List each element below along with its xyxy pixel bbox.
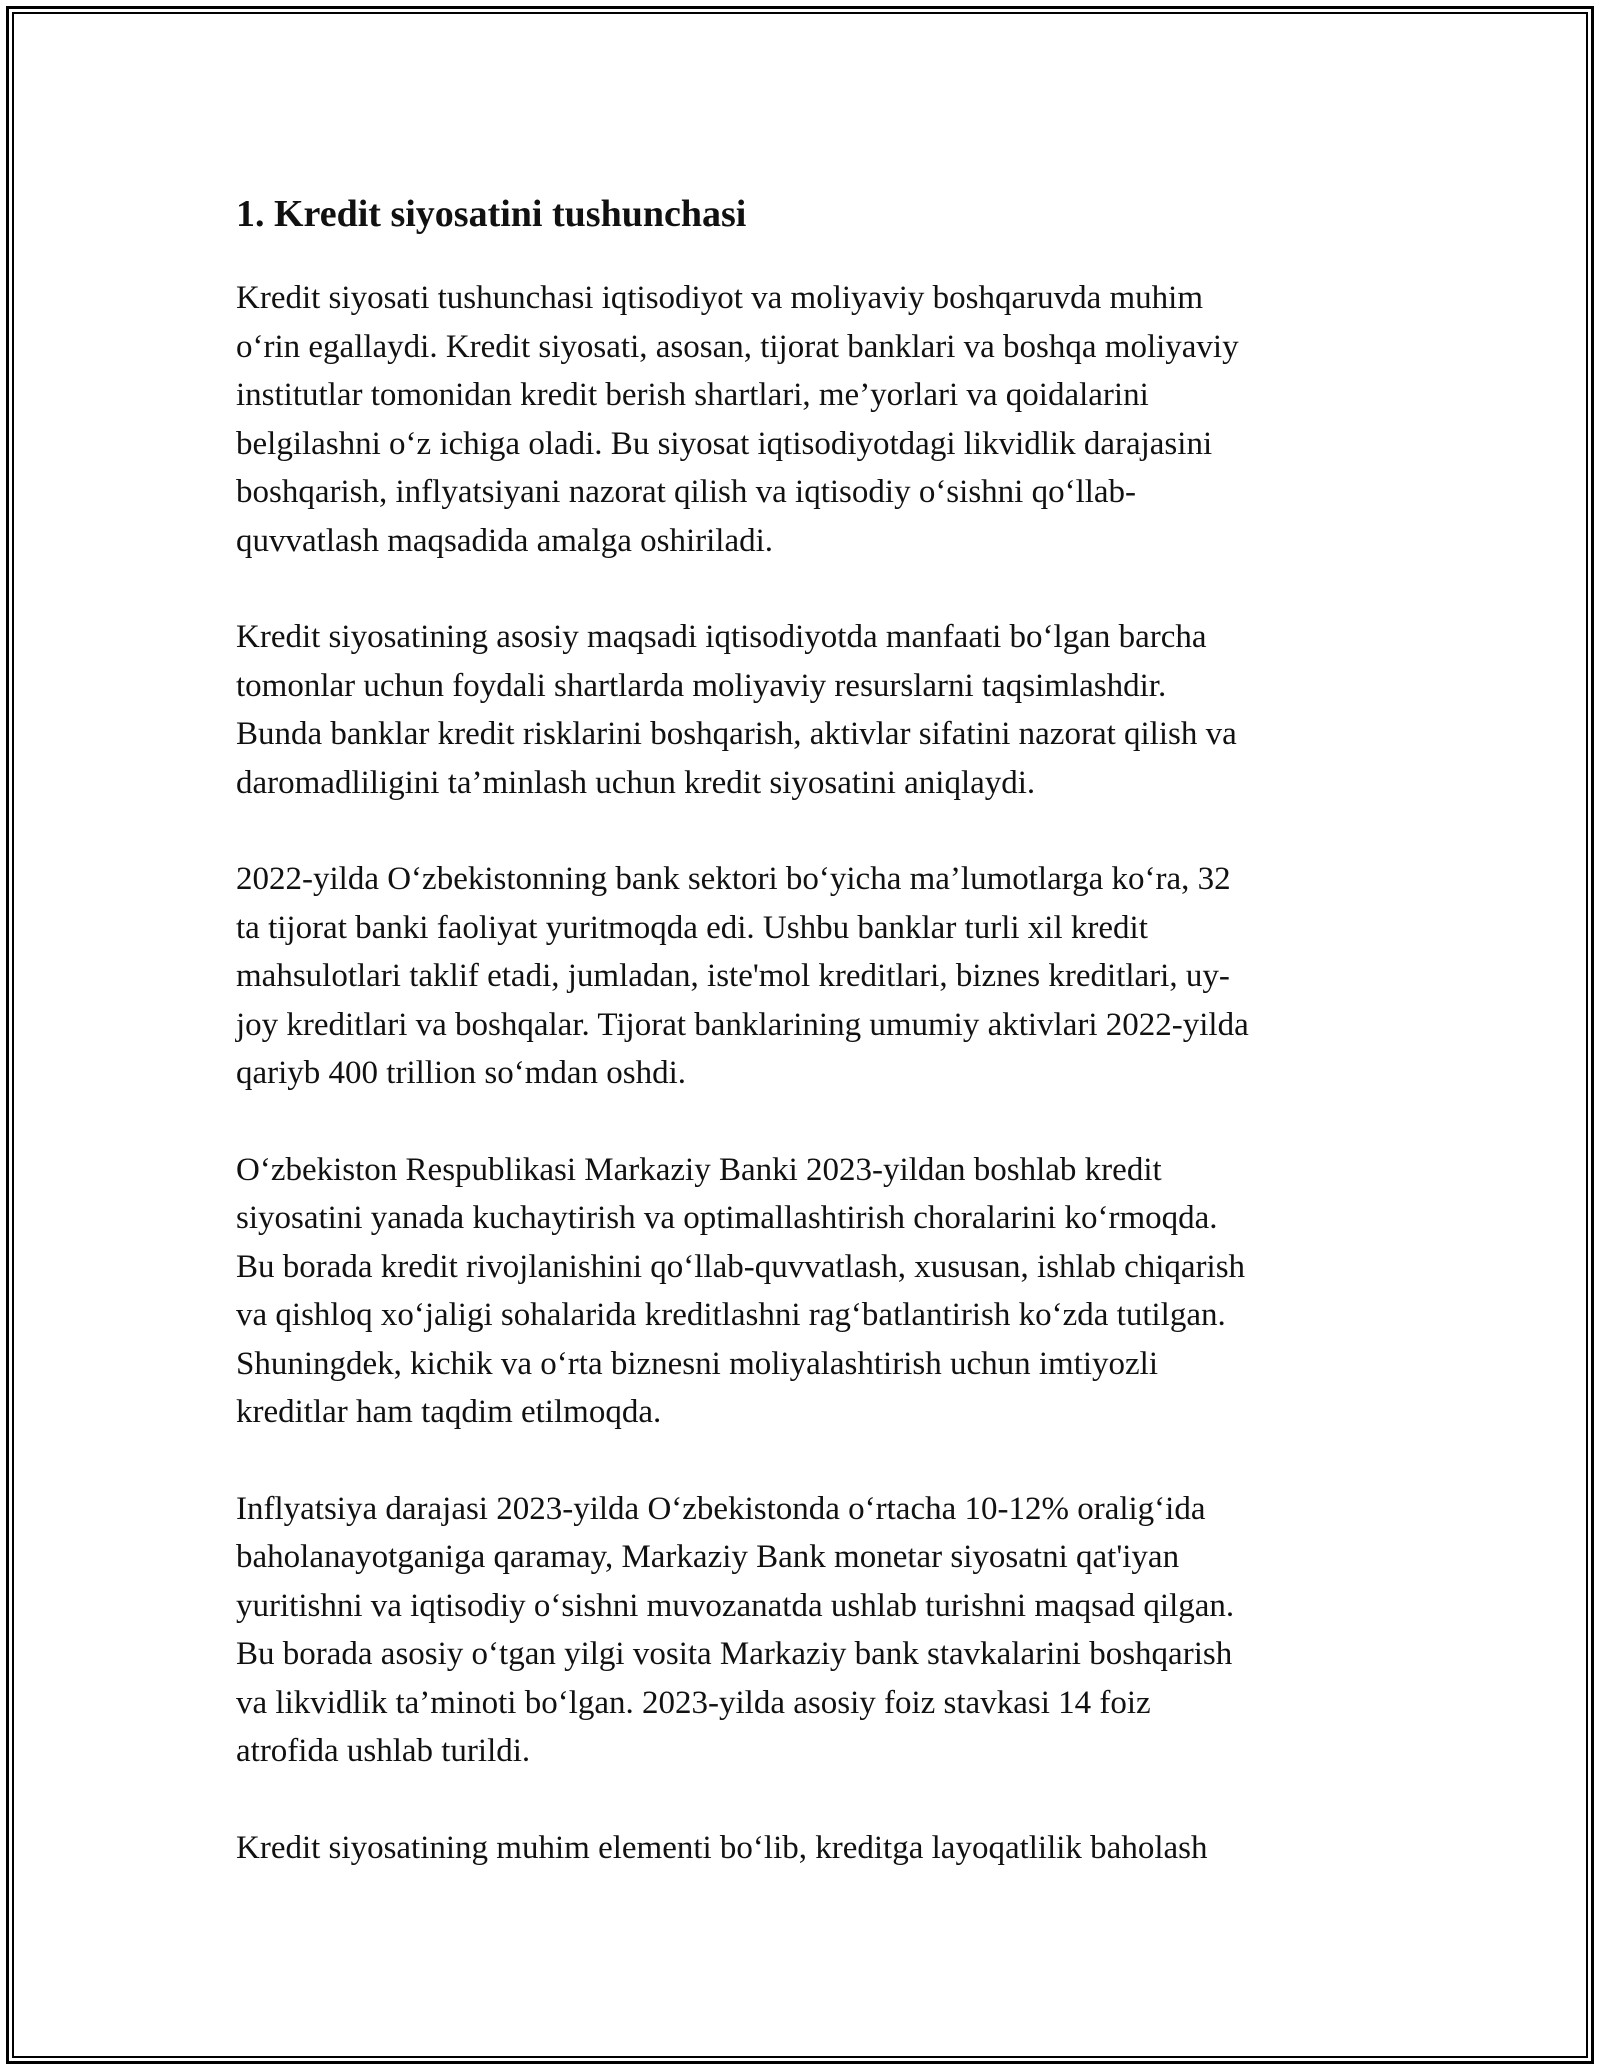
text-line: o‘rin egallaydi. Kredit siyosati, asosan, tijorat banklari va boshqa moliyaviy — [236, 328, 1239, 365]
text-line: boshqarish, inflyatsiyani nazorat qilish va iqtisodiy o‘sishni qo‘llab- — [236, 474, 1137, 510]
paragraph-credit-policy-goal — [236, 613, 1376, 807]
text-line: Kredit siyosati tushunchasi iqtisodiyot va moliyaviy boshqaruvda muhim — [236, 280, 1203, 316]
text-line: 2022-yilda O‘zbekistonning bank sektori bo‘yicha ma’lumotlarga ko‘ra, 32 — [236, 861, 1231, 897]
text-line: Bunda banklar kredit risklarini boshqarish, aktivlar sifatini nazorat qilish va — [236, 716, 1237, 752]
text-line: joy kreditlari va boshqalar. Tijorat banklarining umumiy aktivlari 2022-yilda — [236, 1006, 1249, 1043]
text-line: mahsulotlari taklif etadi, jumladan, iste'mol kreditlari, biznes kreditlari, uy- — [236, 958, 1230, 994]
paragraph-creditworthiness — [236, 1824, 1376, 1873]
text-line: Bu borada kredit rivojlanishini qo‘llab-quvvatlash, xususan, ishlab chiqarish — [236, 1248, 1246, 1285]
text-line: ta tijorat banki faoliyat yuritmoqda edi. Ushbu banklar turli xil kredit — [236, 909, 1148, 946]
document-body — [236, 182, 1376, 1920]
text-line: siyosatini yanada kuchaytirish va optimallashtirish choralarini ko‘rmoqda. — [236, 1200, 1218, 1236]
text-line: institutlar tomonidan kredit berish shartlari, me’yorlari va qoidalarini — [236, 377, 1149, 413]
text-line: Inflyatsiya darajasi 2023-yilda O‘zbekistonda o‘rtacha 10-12% oralig‘ida — [236, 1490, 1206, 1527]
text-line: yuritishni va iqtisodiy o‘sishni muvozanatda ushlab turishni maqsad qilgan. — [236, 1587, 1235, 1624]
text-line: O‘zbekiston Respublikasi Markaziy Banki 2023-yildan boshlab kredit — [236, 1151, 1162, 1188]
text-line: Kredit siyosatining muhim elementi bo‘lib, kreditga layoqatlilik baholash — [236, 1829, 1208, 1866]
text-line: va qishloq xo‘jaligi sohalarida kreditlashni rag‘batlantirish ko‘zda tutilgan. — [236, 1297, 1226, 1333]
section-heading: 1. Kredit siyosatini tushunchasi — [236, 193, 747, 235]
text-line: quvvatlash maqsadida amalga oshiriladi. — [236, 522, 774, 559]
text-line: belgilashni o‘z ichiga oladi. Bu siyosat iqtisodiyotdagi likvidlik darajasini — [236, 425, 1213, 462]
text-line: kreditlar ham taqdim etilmoqda. — [236, 1394, 662, 1430]
text-line: Shuningdek, kichik va o‘rta biznesni moliyalashtirish uchun imtiyozli — [236, 1345, 1159, 1382]
paragraph-inflation-2023 — [236, 1485, 1376, 1776]
text-line: Kredit siyosatining asosiy maqsadi iqtisodiyotda manfaati bo‘lgan barcha — [236, 619, 1207, 655]
paragraph-credit-policy-concept — [236, 274, 1376, 565]
paragraph-central-bank-2023 — [236, 1146, 1376, 1437]
text-line: va likvidlik ta’minoti bo‘lgan. 2023-yilda asosiy foiz stavkasi 14 foiz — [236, 1684, 1151, 1721]
text-line: tomonlar uchun foydali shartlarda moliyaviy resurslarni taqsimlashdir. — [236, 667, 1167, 704]
text-line: qariyb 400 trillion so‘mdan oshdi. — [236, 1055, 687, 1091]
text-line: Bu borada asosiy o‘tgan yilgi vosita Markaziy bank stavkalarini boshqarish — [236, 1636, 1233, 1672]
text-line: atrofida ushlab turildi. — [236, 1733, 531, 1769]
paragraph-banking-sector-2022 — [236, 855, 1376, 1098]
text-line: daromadliligini ta’minlash uchun kredit siyosatini aniqlaydi. — [236, 764, 1036, 801]
text-line: baholanayotganiga qaramay, Markaziy Bank monetar siyosatni qat'iyan — [236, 1539, 1180, 1575]
